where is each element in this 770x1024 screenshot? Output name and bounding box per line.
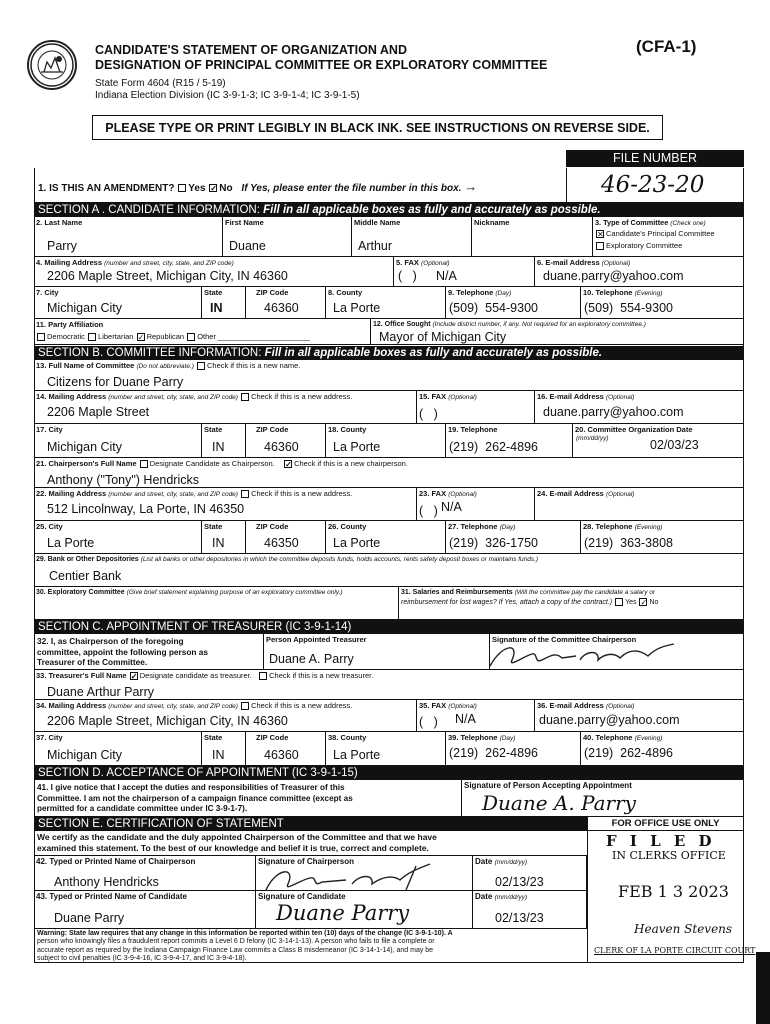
file-number-value: 46-23-20	[601, 172, 705, 198]
committee-zip-field[interactable]: ZIP Code 46360	[246, 424, 326, 458]
treasurer-email-field[interactable]: 36. E-mail Address (Optional) duane.parry@yahoo.com	[535, 700, 744, 732]
telephone-evening-field[interactable]: 10. Telephone (Evening) (509) 554-9300	[581, 287, 744, 319]
first-name-field[interactable]: First Name Duane	[223, 217, 352, 257]
committee-email-value: duane.parry@yahoo.com	[543, 405, 684, 419]
indiana-state-seal-icon	[27, 40, 77, 90]
committee-city-field[interactable]: 17. City Michigan City	[34, 424, 202, 458]
county-value: La Porte	[333, 301, 381, 315]
chair-telephone-day-field[interactable]: 27. Telephone (Day) (219) 326-1750	[446, 521, 581, 554]
organization-date-value: 02/03/23	[650, 438, 699, 452]
office-use-divider	[587, 817, 588, 963]
bank-depositories-field[interactable]: 29. Bank or Other Depositories (List all banks or other depositories in which the committee deposits funds, holds accounts, rents safety deposit boxes or maintains funds.) Centier Bank	[34, 554, 744, 587]
first-name-value: Duane	[229, 239, 266, 253]
section-a-header: SECTION A . CANDIDATE INFORMATION: Fill in all applicable boxes as fully and accurately as possible.	[34, 203, 744, 217]
acceptance-statement: 41. I give notice that I accept the duties and responsibilities of Treasurer of this Committee. I am not the chairperson of a campaign finance committee (except as permitted for a candidate committee under IC 3-9-1-7).	[34, 780, 462, 817]
committee-telephone-field[interactable]: 19. Telephone (219) 262-4896	[446, 424, 573, 458]
committee-name-field[interactable]: 13. Full Name of Committee (Do not abbreviate.) Check if this is a new name. Citizens for Duane Parry	[34, 360, 744, 391]
treasurer-name-field[interactable]: 33. Treasurer's Full Name ✓ Designate candidate as treasurer. Check if this is a new treasurer. Duane Arthur Parry	[34, 670, 744, 700]
treasurer-telephone-day-field[interactable]: 39. Telephone (Day) (219) 262-4896	[446, 732, 581, 766]
party-other-checkbox[interactable]	[187, 333, 195, 341]
fax-value: N/A	[436, 269, 457, 283]
nickname-field[interactable]: Nickname	[472, 217, 593, 257]
amendment-no-checkbox[interactable]: ✓	[210, 184, 217, 194]
chairperson-signature-scribble	[490, 638, 690, 670]
candidate-printed-name-value: Duane Parry	[54, 911, 125, 925]
bank-value: Centier Bank	[49, 569, 122, 583]
candidate-printed-name-field[interactable]: 43. Typed or Printed Name of Candidate Duane Parry	[34, 891, 256, 929]
zip-value: 46360	[264, 301, 299, 315]
amendment-yes-checkbox[interactable]	[178, 184, 186, 192]
section-b-header: SECTION B. COMMITTEE INFORMATION: Fill in all applicable boxes as fully and accurately as possible.	[34, 346, 744, 360]
party-affiliation-field: 11. Party Affiliation Democratic Libertarian ✓ Republican Other ______________________	[34, 319, 371, 345]
chair-signature-c-field[interactable]: Signature of the Committee Chairperson	[490, 634, 744, 670]
committee-county-field[interactable]: 18. County La Porte	[326, 424, 446, 458]
file-number-field[interactable]	[566, 168, 744, 203]
form-subtitle: State Form 4604 (R15 / 5-19) Indiana Election Division (IC 3-9-1-3; IC 3-9-1-4; IC 3-9-1-5)	[95, 78, 360, 101]
chair-mailing-field[interactable]: 22. Mailing Address (number and street, city, state, and ZIP code) Check if this is a new address. 512 Lincolnway, La Porte, IN 46350	[34, 488, 417, 521]
chair-telephone-evening-field[interactable]: 28. Telephone (Evening) (219) 363-3808	[581, 521, 744, 554]
salary-yes-checkbox[interactable]	[615, 598, 623, 606]
designate-candidate-treasurer-checkbox[interactable]: ✓	[130, 672, 138, 682]
candidate-signature-field[interactable]: Signature of Candidate Duane Parry	[256, 891, 473, 929]
chair-city-field[interactable]: 25. City La Porte	[34, 521, 202, 554]
party-republican-checkbox[interactable]: ✓	[137, 333, 145, 343]
warning-text: Warning: State law requires that any change in this information be reported within ten (10) days of the change (IC 3-9-1-10). A person who knowingly files a fraudulent report commits a Level 6 D felony (IC 3-14-1-13). A person who fails to file a complete or accurate report as required by the Indiana Campaign Finance Law commits a Class B misdemeanor (IC 3-14-1-14), and may be subject to civil penalties (IC 3-9-4-16, IC 3-9-4-17, and IC 3-9-4-18).	[37, 930, 453, 962]
candidate-signature: Duane Parry	[276, 901, 410, 925]
last-name-field[interactable]: 2. Last Name Parry	[34, 217, 223, 257]
filed-date-stamp: FEB 1 3 2023	[618, 882, 729, 901]
chairperson-name-field[interactable]: 21. Chairperson's Full Name Designate Candidate as Chairperson. ✓ Check if this is a new chairperson. Anthony ("Tony") Hendricks	[34, 458, 744, 488]
committee-mailing-field[interactable]: 14. Mailing Address (number and street, city, state, and ZIP code) Check if this is a new address. 2206 Maple Street	[34, 391, 417, 424]
treasurer-new-address-checkbox[interactable]	[241, 702, 249, 710]
treasurer-name-value: Duane Arthur Parry	[47, 685, 154, 699]
committee-name-value: Citizens for Duane Parry	[47, 375, 184, 389]
office-sought-value: Mayor of Michigan City	[379, 330, 507, 344]
city-field[interactable]: 7. City Michigan City	[34, 287, 202, 319]
committee-fax-field[interactable]: 15. FAX (Optional) ( )	[417, 391, 535, 424]
file-number-label: FILE NUMBER	[566, 150, 744, 167]
person-appointed-value: Duane A. Parry	[269, 652, 354, 666]
appointment-statement: 32. I, as Chairperson of the foregoing committee, appoint the following person as Treasurer of the Committee.	[34, 634, 264, 670]
section-c-header: SECTION C. APPOINTMENT OF TREASURER (IC 3-9-1-14)	[34, 620, 744, 634]
last-name-value: Parry	[47, 239, 77, 253]
city-value: Michigan City	[47, 301, 123, 315]
section-d-header: SECTION D. ACCEPTANCE OF APPOINTMENT (IC 3-9-1-15)	[34, 766, 744, 780]
email-field[interactable]: 6. E-mail Address (Optional) duane.parry@yahoo.com	[535, 257, 744, 287]
salary-no-checkbox[interactable]: ✓	[640, 598, 648, 608]
salaries-field: 31. Salaries and Reimbursements (Will the committee pay the candidate a salary or reimbursement for lost wages? If Yes, attach a copy of the contract.) Yes ✓ No	[399, 587, 744, 620]
zip-field[interactable]: ZIP Code 46360	[246, 287, 326, 319]
new-treasurer-checkbox[interactable]	[259, 672, 267, 680]
treasurer-signature: Duane A. Parry	[482, 791, 636, 815]
office-use-label: FOR OFFICE USE ONLY	[587, 817, 744, 831]
treasurer-telephone-evening-field[interactable]: 40. Telephone (Evening) (219) 262-4896	[581, 732, 744, 766]
chair-email-field[interactable]: 24. E-mail Address (Optional)	[535, 488, 744, 521]
state-value: IN	[210, 301, 223, 315]
committee-new-address-checkbox[interactable]	[241, 393, 249, 401]
mailing-address-value: 2206 Maple Street, Michigan City, IN 46360	[47, 269, 288, 283]
committee-email-field[interactable]: 16. E-mail Address (Optional) duane.parry@yahoo.com	[535, 391, 744, 424]
party-democratic-checkbox[interactable]	[37, 333, 45, 341]
instructions-banner: PLEASE TYPE OR PRINT LEGIBLY IN BLACK INK. SEE INSTRUCTIONS ON REVERSE SIDE.	[92, 115, 663, 140]
committee-mailing-value: 2206 Maple Street	[47, 405, 150, 419]
office-sought-field[interactable]: 12. Office Sought (Include district number, if any. Not required for an exploratory committee.) Mayor of Michigan City	[371, 319, 744, 345]
committee-state-field[interactable]: State IN	[202, 424, 246, 458]
chair-zip-field[interactable]: ZIP Code 46350	[246, 521, 326, 554]
amendment-label: 1. IS THIS AN AMENDMENT? Yes ✓ No If Yes, please enter the file number in this box. →	[38, 179, 478, 194]
treasurer-mailing-field[interactable]: 34. Mailing Address (number and street, city, state, and ZIP code) Check if this is a new address. 2206 Maple Street, Michigan City, IN 46360	[34, 700, 417, 732]
designate-candidate-chair-checkbox[interactable]	[140, 460, 148, 468]
clerk-signature: Heaven Stevens	[634, 922, 733, 936]
treasurer-county-field[interactable]: 38. County La Porte	[326, 732, 446, 766]
treasurer-city-field[interactable]: 37. City Michigan City	[34, 732, 202, 766]
new-name-checkbox[interactable]	[197, 362, 205, 370]
treasurer-fax-field[interactable]: 35. FAX (Optional) ( ) N/A	[417, 700, 535, 732]
treasurer-state-field[interactable]: State IN	[202, 732, 246, 766]
organization-date-field[interactable]: 20. Committee Organization Date (mm/dd/yy) 02/03/23	[573, 424, 744, 458]
county-field[interactable]: 8. County La Porte	[326, 287, 446, 319]
treasurer-zip-field[interactable]: ZIP Code 46360	[246, 732, 326, 766]
principal-committee-checkbox[interactable]: ✕	[597, 230, 604, 240]
chairperson-signature-e-scribble	[256, 860, 466, 891]
scan-edge-mark	[756, 952, 770, 1024]
middle-name-field[interactable]: Middle Name Arthur	[352, 217, 472, 257]
chair-printed-name-field[interactable]: 42. Typed or Printed Name of Chairperson Anthony Hendricks	[34, 855, 256, 891]
person-appointed-field[interactable]: Person Appointed Treasurer Duane A. Parry	[264, 634, 490, 670]
chair-fax-field[interactable]: 23. FAX (Optional) ( ) N/A	[417, 488, 535, 521]
chair-state-field[interactable]: State IN	[202, 521, 246, 554]
fax-field[interactable]: 5. FAX (Optional) ( ) N/A	[394, 257, 535, 287]
chair-printed-name-value: Anthony Hendricks	[54, 875, 159, 889]
exploratory-committee-checkbox[interactable]	[596, 242, 604, 250]
certification-statement: We certify as the candidate and the duly appointed Chairperson of the Committee and that we have examined this statement. To the best of our knowledge and belief it is true, correct and complete.	[37, 832, 437, 853]
mailing-address-field[interactable]: 4. Mailing Address (number and street, city, state, and ZIP code) 2206 Maple Street, Michigan City, IN 46360	[34, 257, 394, 287]
new-chairperson-checkbox[interactable]: ✓	[285, 460, 292, 470]
telephone-day-field[interactable]: 9. Telephone (Day) (509) 554-9300	[446, 287, 581, 319]
exploratory-committee-field[interactable]: 30. Exploratory Committee (Give brief statement explaining purpose of an exploratory committee only.)	[34, 587, 399, 620]
chairperson-name-value: Anthony ("Tony") Hendricks	[47, 473, 199, 487]
clerks-office-stamp: IN CLERKS OFFICE	[612, 849, 726, 862]
filed-stamp: F I L E D	[606, 832, 716, 850]
form-code: (CFA-1)	[636, 37, 697, 56]
clerk-title-stamp: CLERK OF LA PORTE CIRCUIT COURT	[594, 946, 756, 955]
middle-name-value: Arthur	[358, 239, 393, 253]
candidate-date-field[interactable]: Date (mm/dd/yy) 02/13/23	[473, 891, 587, 929]
section-e-header: SECTION E. CERTIFICATION OF STATEMENT	[34, 817, 587, 831]
party-libertarian-checkbox[interactable]	[88, 333, 96, 341]
committee-type-field: 3. Type of Committee (Check one) ✕ Candidate's Principal Committee Exploratory Committee	[593, 217, 744, 257]
form-title: CANDIDATE'S STATEMENT OF ORGANIZATION AND DESIGNATION OF PRINCIPAL COMMITTEE OR EXPLORATORY COMMITTEE	[95, 43, 548, 72]
chair-date-field[interactable]: Date (mm/dd/yy) 02/13/23	[473, 855, 587, 891]
acceptance-signature-field[interactable]: Signature of Person Accepting Appointment Duane A. Parry	[462, 780, 744, 817]
chair-signature-e-field[interactable]: Signature of Chairperson	[256, 855, 473, 891]
chair-new-address-checkbox[interactable]	[241, 490, 249, 498]
chair-county-field[interactable]: 26. County La Porte	[326, 521, 446, 554]
email-value: duane.parry@yahoo.com	[543, 269, 684, 283]
state-field[interactable]: State IN	[202, 287, 246, 319]
